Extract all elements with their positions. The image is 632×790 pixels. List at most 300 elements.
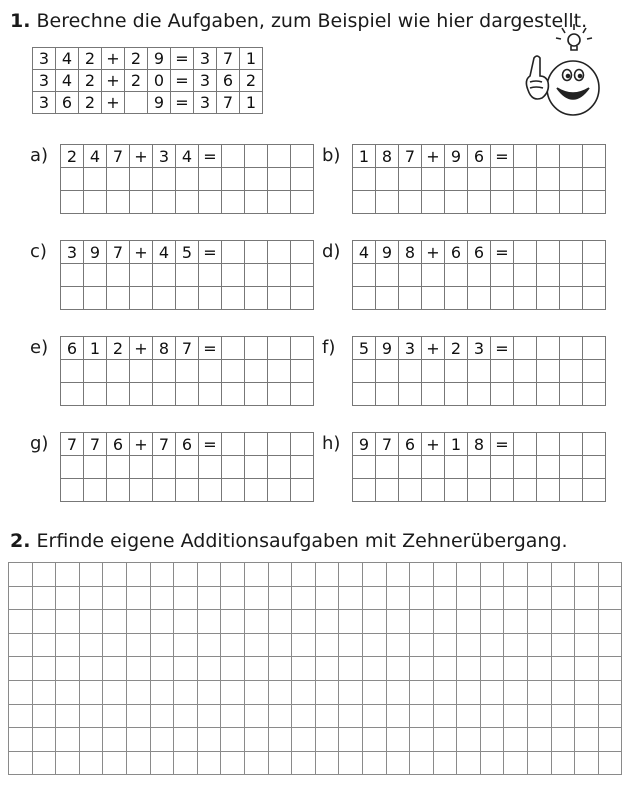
answer-cell[interactable] — [176, 191, 199, 214]
answer-cell[interactable] — [153, 479, 176, 502]
exercise-cell[interactable] — [560, 337, 583, 360]
answer-cell[interactable] — [537, 191, 560, 214]
answer-cell[interactable] — [491, 168, 514, 191]
answer-cell[interactable] — [514, 168, 537, 191]
free-grid-cell[interactable] — [457, 586, 481, 610]
answer-cell[interactable] — [107, 168, 130, 191]
answer-cell[interactable] — [422, 360, 445, 383]
answer-cell[interactable] — [153, 264, 176, 287]
free-grid-cell[interactable] — [433, 657, 457, 681]
free-grid-cell[interactable] — [386, 728, 410, 752]
free-grid-cell[interactable] — [339, 704, 363, 728]
exercise-cell[interactable] — [583, 241, 606, 264]
free-grid-cell[interactable] — [504, 563, 528, 587]
answer-cell[interactable] — [268, 479, 291, 502]
free-grid-cell[interactable] — [315, 563, 339, 587]
exercise-cell[interactable] — [560, 145, 583, 168]
free-grid-cell[interactable] — [410, 563, 434, 587]
free-grid-cell[interactable] — [362, 657, 386, 681]
answer-cell[interactable] — [222, 168, 245, 191]
answer-cell[interactable] — [153, 360, 176, 383]
answer-cell[interactable] — [268, 383, 291, 406]
free-grid-cell[interactable] — [598, 610, 622, 634]
free-grid-cell[interactable] — [9, 610, 33, 634]
exercise-cell[interactable] — [537, 337, 560, 360]
answer-cell[interactable] — [153, 168, 176, 191]
answer-cell[interactable] — [84, 191, 107, 214]
answer-cell[interactable] — [537, 287, 560, 310]
free-grid-cell[interactable] — [315, 586, 339, 610]
free-grid-cell[interactable] — [315, 728, 339, 752]
free-grid-cell[interactable] — [410, 657, 434, 681]
free-grid-cell[interactable] — [339, 728, 363, 752]
free-grid-cell[interactable] — [575, 728, 599, 752]
free-grid-cell[interactable] — [150, 704, 174, 728]
free-grid-cell[interactable] — [174, 586, 198, 610]
answer-cell[interactable] — [222, 264, 245, 287]
free-grid-cell[interactable] — [551, 586, 575, 610]
free-grid-cell[interactable] — [126, 704, 150, 728]
free-grid-cell[interactable] — [551, 728, 575, 752]
answer-cell[interactable] — [130, 264, 153, 287]
free-grid-cell[interactable] — [433, 563, 457, 587]
answer-cell[interactable] — [176, 360, 199, 383]
free-grid-cell[interactable] — [150, 657, 174, 681]
answer-cell[interactable] — [268, 456, 291, 479]
answer-cell[interactable] — [245, 360, 268, 383]
answer-cell[interactable] — [583, 168, 606, 191]
free-grid-cell[interactable] — [362, 728, 386, 752]
free-grid-cell[interactable] — [79, 680, 103, 704]
exercise-cell[interactable] — [537, 241, 560, 264]
free-grid-cell[interactable] — [362, 751, 386, 775]
free-grid-cell[interactable] — [79, 704, 103, 728]
free-grid-cell[interactable] — [126, 586, 150, 610]
free-grid-cell[interactable] — [504, 657, 528, 681]
exercise-cell[interactable] — [268, 433, 291, 456]
answer-cell[interactable] — [222, 456, 245, 479]
free-grid-cell[interactable] — [504, 751, 528, 775]
free-grid-cell[interactable] — [9, 704, 33, 728]
answer-cell[interactable] — [245, 456, 268, 479]
free-grid-cell[interactable] — [457, 610, 481, 634]
exercise-cell[interactable] — [222, 241, 245, 264]
free-grid-cell[interactable] — [103, 563, 127, 587]
free-grid-cell[interactable] — [79, 563, 103, 587]
exercise-cell[interactable] — [268, 337, 291, 360]
free-grid-cell[interactable] — [386, 633, 410, 657]
answer-cell[interactable] — [153, 383, 176, 406]
free-grid-cell[interactable] — [339, 610, 363, 634]
free-grid-cell[interactable] — [528, 680, 552, 704]
free-grid-cell[interactable] — [480, 680, 504, 704]
answer-cell[interactable] — [176, 456, 199, 479]
free-grid-cell[interactable] — [457, 704, 481, 728]
free-grid-cell[interactable] — [504, 680, 528, 704]
free-grid-cell[interactable] — [292, 751, 316, 775]
free-grid-cell[interactable] — [56, 728, 80, 752]
exercise-cell[interactable] — [514, 145, 537, 168]
free-grid-cell[interactable] — [244, 633, 268, 657]
answer-cell[interactable] — [583, 264, 606, 287]
free-grid-cell[interactable] — [504, 610, 528, 634]
answer-cell[interactable] — [84, 287, 107, 310]
free-grid-cell[interactable] — [268, 751, 292, 775]
free-grid-cell[interactable] — [221, 610, 245, 634]
answer-cell[interactable] — [107, 360, 130, 383]
answer-cell[interactable] — [199, 264, 222, 287]
free-grid-cell[interactable] — [575, 586, 599, 610]
exercise-cell[interactable] — [222, 337, 245, 360]
answer-cell[interactable] — [84, 479, 107, 502]
free-grid-cell[interactable] — [528, 586, 552, 610]
free-grid-cell[interactable] — [292, 563, 316, 587]
answer-cell[interactable] — [491, 264, 514, 287]
free-grid-cell[interactable] — [150, 586, 174, 610]
answer-cell[interactable] — [130, 168, 153, 191]
answer-cell[interactable] — [583, 287, 606, 310]
free-grid-cell[interactable] — [528, 563, 552, 587]
free-grid-cell[interactable] — [598, 633, 622, 657]
free-grid-cell[interactable] — [480, 751, 504, 775]
free-grid-cell[interactable] — [221, 563, 245, 587]
answer-cell[interactable] — [445, 479, 468, 502]
answer-cell[interactable] — [422, 383, 445, 406]
free-grid-cell[interactable] — [150, 680, 174, 704]
answer-cell[interactable] — [84, 168, 107, 191]
free-writing-grid[interactable] — [8, 562, 622, 775]
free-grid-cell[interactable] — [339, 657, 363, 681]
free-grid-cell[interactable] — [457, 751, 481, 775]
free-grid-cell[interactable] — [292, 704, 316, 728]
answer-cell[interactable] — [61, 456, 84, 479]
free-grid-cell[interactable] — [575, 704, 599, 728]
free-grid-cell[interactable] — [244, 657, 268, 681]
exercise-cell[interactable] — [222, 145, 245, 168]
answer-cell[interactable] — [422, 287, 445, 310]
answer-cell[interactable] — [445, 287, 468, 310]
exercise-cell[interactable] — [222, 433, 245, 456]
free-grid-cell[interactable] — [221, 586, 245, 610]
free-grid-cell[interactable] — [575, 751, 599, 775]
free-grid-cell[interactable] — [386, 704, 410, 728]
free-grid-cell[interactable] — [174, 751, 198, 775]
answer-cell[interactable] — [84, 383, 107, 406]
answer-cell[interactable] — [222, 287, 245, 310]
answer-cell[interactable] — [353, 168, 376, 191]
answer-cell[interactable] — [376, 168, 399, 191]
answer-cell[interactable] — [468, 479, 491, 502]
free-grid-cell[interactable] — [268, 680, 292, 704]
answer-cell[interactable] — [130, 479, 153, 502]
answer-cell[interactable] — [399, 456, 422, 479]
free-grid-cell[interactable] — [103, 751, 127, 775]
answer-cell[interactable] — [537, 168, 560, 191]
free-grid-cell[interactable] — [315, 633, 339, 657]
answer-cell[interactable] — [537, 479, 560, 502]
free-grid-cell[interactable] — [126, 751, 150, 775]
answer-cell[interactable] — [445, 264, 468, 287]
answer-cell[interactable] — [222, 360, 245, 383]
answer-cell[interactable] — [583, 456, 606, 479]
answer-cell[interactable] — [514, 264, 537, 287]
free-grid-cell[interactable] — [386, 586, 410, 610]
free-grid-cell[interactable] — [457, 563, 481, 587]
free-grid-cell[interactable] — [103, 586, 127, 610]
answer-cell[interactable] — [245, 168, 268, 191]
answer-cell[interactable] — [291, 456, 314, 479]
answer-cell[interactable] — [560, 360, 583, 383]
free-grid-cell[interactable] — [598, 563, 622, 587]
answer-cell[interactable] — [491, 456, 514, 479]
answer-cell[interactable] — [291, 360, 314, 383]
free-grid-cell[interactable] — [79, 751, 103, 775]
free-grid-cell[interactable] — [244, 751, 268, 775]
free-grid-cell[interactable] — [292, 728, 316, 752]
free-grid-cell[interactable] — [197, 610, 221, 634]
free-grid-cell[interactable] — [551, 563, 575, 587]
free-grid-cell[interactable] — [126, 728, 150, 752]
free-grid-cell[interactable] — [362, 633, 386, 657]
exercise-grid[interactable] — [60, 144, 314, 214]
answer-cell[interactable] — [353, 360, 376, 383]
answer-cell[interactable] — [376, 383, 399, 406]
free-grid-cell[interactable] — [174, 680, 198, 704]
free-grid-cell[interactable] — [315, 657, 339, 681]
exercise-grid[interactable] — [60, 240, 314, 310]
free-grid-cell[interactable] — [174, 728, 198, 752]
free-grid-cell[interactable] — [150, 633, 174, 657]
free-grid-cell[interactable] — [268, 563, 292, 587]
answer-cell[interactable] — [176, 383, 199, 406]
free-grid-cell[interactable] — [362, 680, 386, 704]
free-grid-cell[interactable] — [339, 680, 363, 704]
free-grid-cell[interactable] — [221, 704, 245, 728]
answer-cell[interactable] — [353, 479, 376, 502]
free-grid-cell[interactable] — [268, 728, 292, 752]
answer-cell[interactable] — [560, 383, 583, 406]
free-grid-cell[interactable] — [32, 610, 56, 634]
free-grid-cell[interactable] — [598, 586, 622, 610]
answer-cell[interactable] — [445, 456, 468, 479]
free-grid-cell[interactable] — [79, 728, 103, 752]
answer-cell[interactable] — [353, 383, 376, 406]
free-grid-cell[interactable] — [480, 563, 504, 587]
answer-cell[interactable] — [61, 383, 84, 406]
exercise-cell[interactable] — [291, 145, 314, 168]
answer-cell[interactable] — [268, 168, 291, 191]
answer-cell[interactable] — [583, 479, 606, 502]
exercise-cell[interactable] — [537, 145, 560, 168]
answer-cell[interactable] — [491, 360, 514, 383]
free-grid-cell[interactable] — [551, 704, 575, 728]
answer-cell[interactable] — [176, 264, 199, 287]
free-grid-cell[interactable] — [504, 633, 528, 657]
free-grid-cell[interactable] — [292, 657, 316, 681]
answer-cell[interactable] — [376, 287, 399, 310]
exercise-cell[interactable] — [560, 241, 583, 264]
answer-cell[interactable] — [176, 287, 199, 310]
free-grid-cell[interactable] — [32, 586, 56, 610]
free-grid-cell[interactable] — [528, 633, 552, 657]
answer-cell[interactable] — [491, 287, 514, 310]
answer-cell[interactable] — [376, 191, 399, 214]
exercise-cell[interactable] — [245, 145, 268, 168]
free-grid-cell[interactable] — [433, 633, 457, 657]
answer-cell[interactable] — [291, 168, 314, 191]
free-grid-cell[interactable] — [197, 680, 221, 704]
free-grid-cell[interactable] — [480, 704, 504, 728]
free-grid-cell[interactable] — [32, 728, 56, 752]
answer-cell[interactable] — [399, 360, 422, 383]
free-grid-cell[interactable] — [197, 704, 221, 728]
answer-cell[interactable] — [422, 479, 445, 502]
free-grid-cell[interactable] — [504, 586, 528, 610]
answer-cell[interactable] — [422, 264, 445, 287]
answer-cell[interactable] — [514, 479, 537, 502]
free-grid-cell[interactable] — [551, 751, 575, 775]
free-grid-cell[interactable] — [174, 633, 198, 657]
free-grid-cell[interactable] — [32, 751, 56, 775]
free-grid-cell[interactable] — [433, 680, 457, 704]
free-grid-cell[interactable] — [528, 610, 552, 634]
exercise-grid[interactable] — [60, 432, 314, 502]
free-grid-cell[interactable] — [410, 680, 434, 704]
free-grid-cell[interactable] — [480, 633, 504, 657]
answer-cell[interactable] — [445, 360, 468, 383]
free-grid-cell[interactable] — [386, 610, 410, 634]
free-grid-cell[interactable] — [150, 563, 174, 587]
answer-cell[interactable] — [199, 360, 222, 383]
free-grid-cell[interactable] — [551, 633, 575, 657]
free-grid-cell[interactable] — [244, 563, 268, 587]
exercise-cell[interactable] — [583, 337, 606, 360]
answer-cell[interactable] — [245, 264, 268, 287]
answer-cell[interactable] — [583, 383, 606, 406]
answer-cell[interactable] — [560, 264, 583, 287]
exercise-grid[interactable] — [352, 240, 606, 310]
free-grid-cell[interactable] — [126, 633, 150, 657]
free-grid-cell[interactable] — [457, 728, 481, 752]
answer-cell[interactable] — [222, 383, 245, 406]
free-grid-cell[interactable] — [598, 751, 622, 775]
answer-cell[interactable] — [61, 287, 84, 310]
exercise-cell[interactable] — [268, 241, 291, 264]
answer-cell[interactable] — [399, 287, 422, 310]
free-grid-cell[interactable] — [551, 610, 575, 634]
free-grid-cell[interactable] — [103, 680, 127, 704]
answer-cell[interactable] — [468, 168, 491, 191]
free-grid-cell[interactable] — [528, 728, 552, 752]
free-grid-cell[interactable] — [457, 657, 481, 681]
answer-cell[interactable] — [153, 191, 176, 214]
exercise-cell[interactable] — [583, 433, 606, 456]
free-grid-cell[interactable] — [410, 586, 434, 610]
free-grid-cell[interactable] — [126, 657, 150, 681]
free-grid-cell[interactable] — [598, 728, 622, 752]
answer-cell[interactable] — [468, 456, 491, 479]
exercise-cell[interactable] — [245, 337, 268, 360]
answer-cell[interactable] — [291, 383, 314, 406]
exercise-cell[interactable] — [537, 433, 560, 456]
answer-cell[interactable] — [130, 191, 153, 214]
free-grid-cell[interactable] — [386, 657, 410, 681]
free-grid-cell[interactable] — [150, 610, 174, 634]
free-grid-cell[interactable] — [362, 610, 386, 634]
free-grid-cell[interactable] — [174, 563, 198, 587]
free-grid-cell[interactable] — [598, 704, 622, 728]
answer-cell[interactable] — [245, 191, 268, 214]
answer-cell[interactable] — [376, 264, 399, 287]
free-grid-cell[interactable] — [268, 586, 292, 610]
free-grid-cell[interactable] — [268, 633, 292, 657]
free-grid-cell[interactable] — [197, 657, 221, 681]
answer-cell[interactable] — [107, 456, 130, 479]
answer-cell[interactable] — [222, 479, 245, 502]
answer-cell[interactable] — [491, 479, 514, 502]
free-grid-cell[interactable] — [575, 633, 599, 657]
answer-cell[interactable] — [153, 287, 176, 310]
free-grid-cell[interactable] — [244, 610, 268, 634]
answer-cell[interactable] — [537, 456, 560, 479]
answer-cell[interactable] — [61, 360, 84, 383]
free-grid-cell[interactable] — [221, 657, 245, 681]
free-grid-cell[interactable] — [9, 751, 33, 775]
free-grid-cell[interactable] — [315, 680, 339, 704]
answer-cell[interactable] — [61, 264, 84, 287]
exercise-cell[interactable] — [245, 241, 268, 264]
free-grid-cell[interactable] — [504, 728, 528, 752]
free-grid-cell[interactable] — [598, 657, 622, 681]
answer-cell[interactable] — [61, 168, 84, 191]
free-grid-cell[interactable] — [244, 704, 268, 728]
free-grid-cell[interactable] — [150, 751, 174, 775]
free-grid-cell[interactable] — [410, 751, 434, 775]
answer-cell[interactable] — [537, 264, 560, 287]
answer-cell[interactable] — [399, 264, 422, 287]
free-grid-cell[interactable] — [221, 751, 245, 775]
free-grid-cell[interactable] — [79, 610, 103, 634]
free-grid-cell[interactable] — [433, 586, 457, 610]
free-grid-cell[interactable] — [433, 704, 457, 728]
free-grid-cell[interactable] — [410, 610, 434, 634]
answer-cell[interactable] — [222, 191, 245, 214]
free-grid-cell[interactable] — [315, 751, 339, 775]
answer-cell[interactable] — [84, 264, 107, 287]
free-grid-cell[interactable] — [386, 751, 410, 775]
free-grid-cell[interactable] — [551, 657, 575, 681]
free-grid-cell[interactable] — [56, 657, 80, 681]
answer-cell[interactable] — [107, 264, 130, 287]
free-grid-cell[interactable] — [457, 633, 481, 657]
free-grid-cell[interactable] — [480, 610, 504, 634]
free-grid-cell[interactable] — [103, 610, 127, 634]
free-grid-cell[interactable] — [79, 586, 103, 610]
answer-cell[interactable] — [560, 191, 583, 214]
free-grid-cell[interactable] — [103, 657, 127, 681]
answer-cell[interactable] — [583, 360, 606, 383]
free-grid-cell[interactable] — [315, 704, 339, 728]
free-grid-cell[interactable] — [32, 680, 56, 704]
answer-cell[interactable] — [199, 479, 222, 502]
free-grid-cell[interactable] — [268, 704, 292, 728]
free-grid-cell[interactable] — [244, 728, 268, 752]
free-grid-cell[interactable] — [221, 633, 245, 657]
free-grid-cell[interactable] — [504, 704, 528, 728]
answer-cell[interactable] — [107, 287, 130, 310]
free-grid-cell[interactable] — [292, 680, 316, 704]
free-grid-cell[interactable] — [480, 586, 504, 610]
